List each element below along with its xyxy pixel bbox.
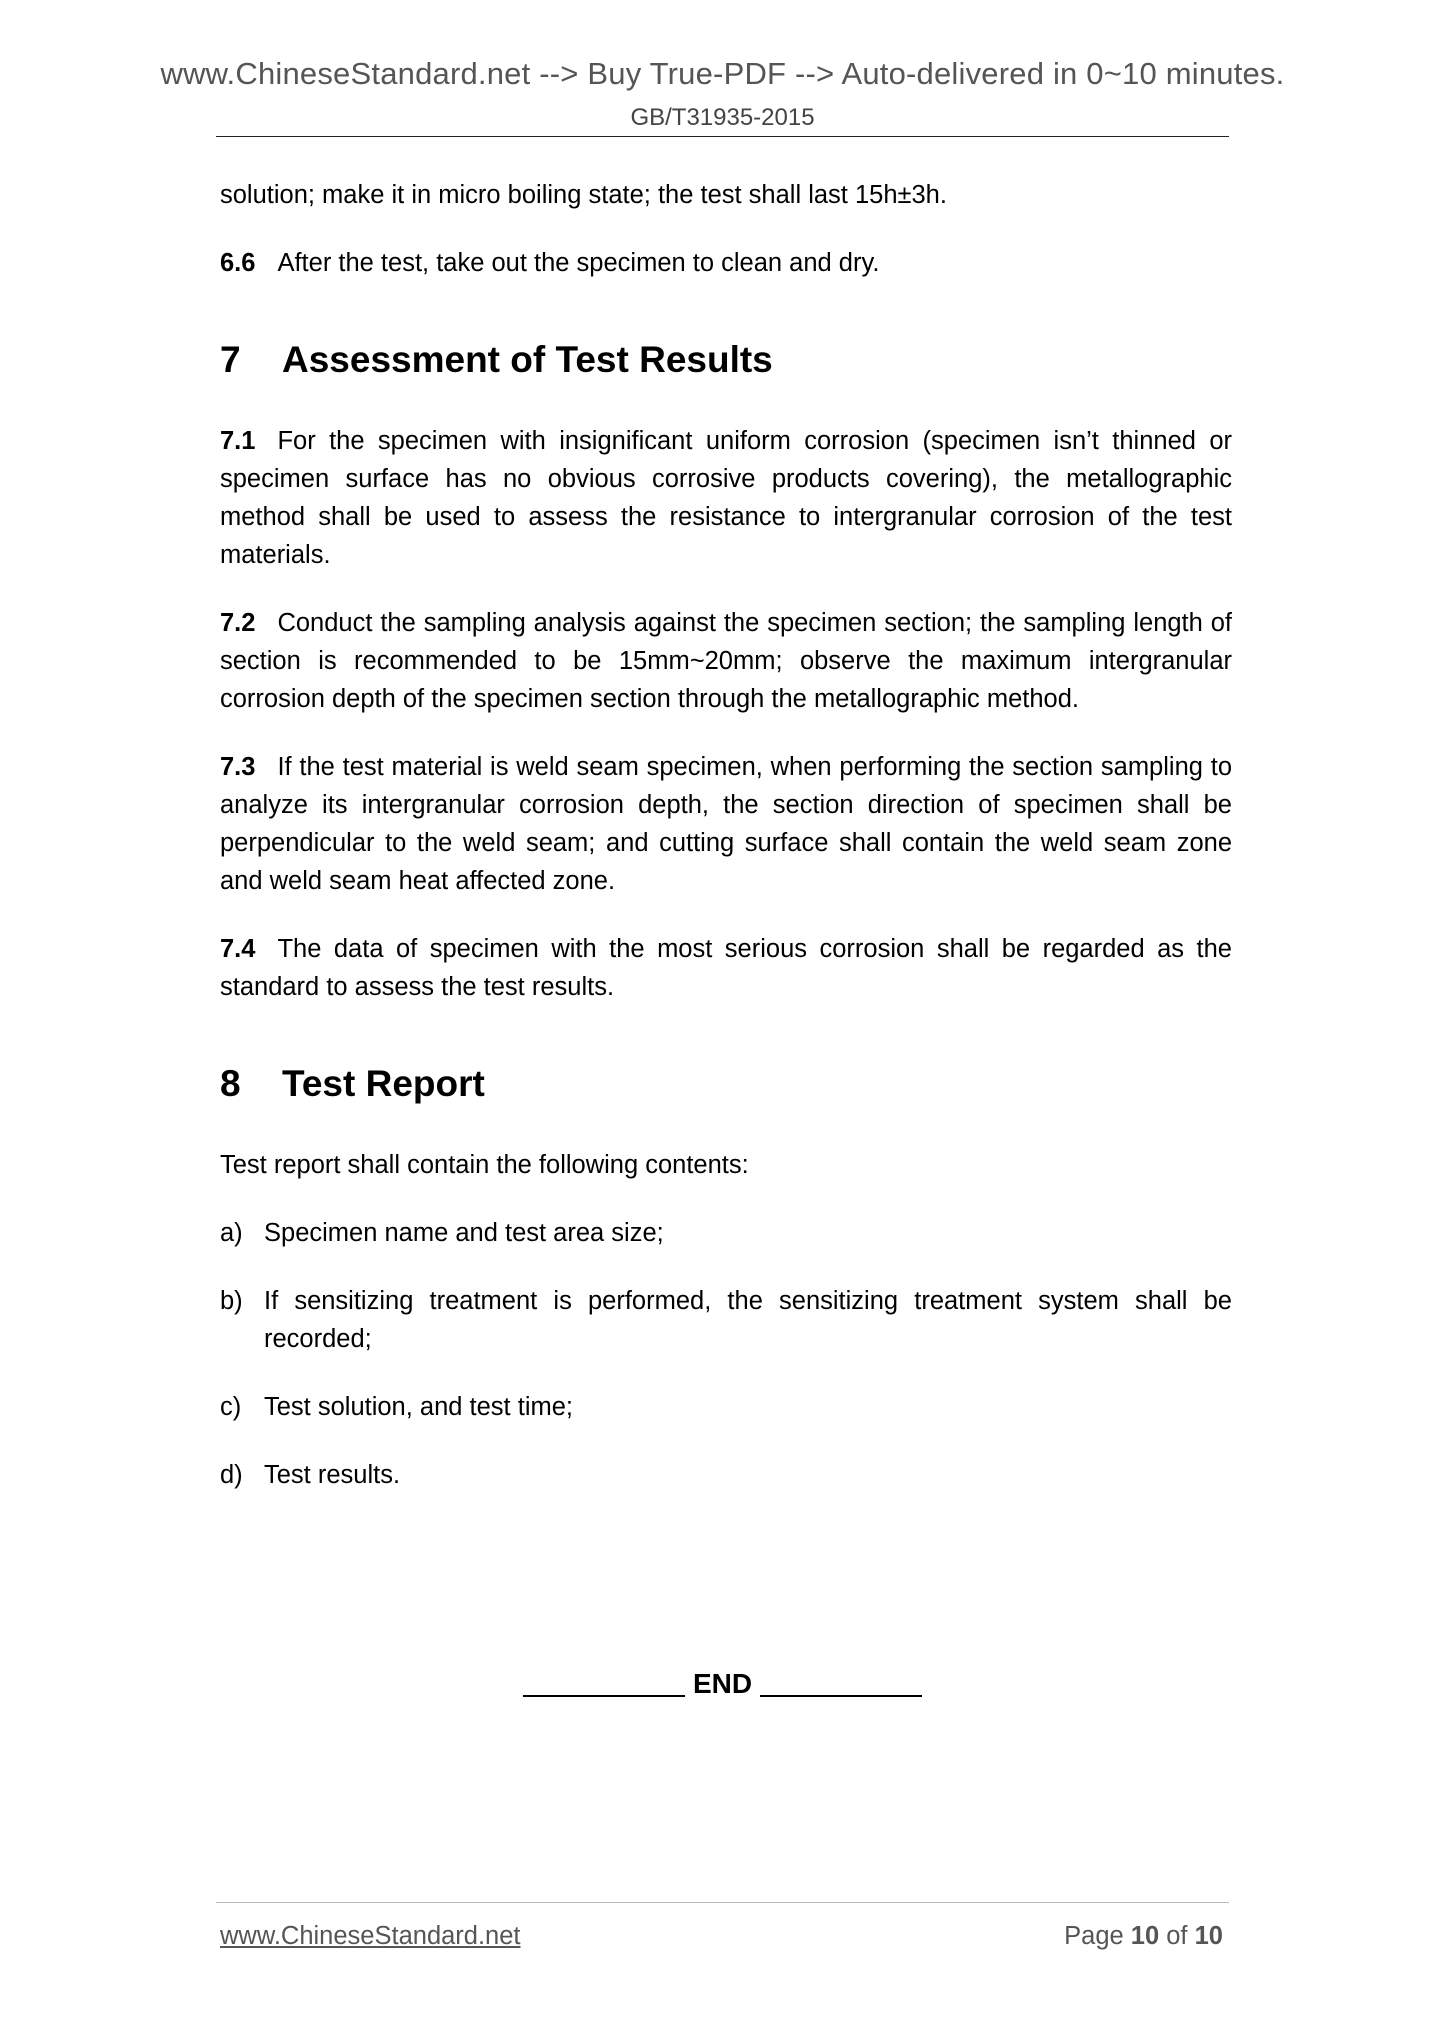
clause-7-1 <box>220 422 1232 574</box>
footer-divider <box>216 1902 1229 1903</box>
clause-text: For the specimen with insignificant uniform corrosion (specimen isn’t thinned or specimen surface has no obvious corrosive products covering), the metallographic method shall be used to assess the resistance to intergranular corrosion of the test materials. <box>220 427 1232 569</box>
page-number <box>1064 1922 1223 1951</box>
clause-text: The data of specimen with the most serious corrosion shall be regarded as the standard to assess the test results. <box>220 935 1232 1001</box>
clause-number: 7.1 <box>220 427 256 455</box>
list-marker: a) <box>220 1219 243 1247</box>
end-marker <box>0 1668 1445 1700</box>
page-prefix: Page <box>1064 1922 1124 1950</box>
list-text: If sensitizing treatment is performed, the sensitizing treatment system shall be recorded; <box>264 1287 1232 1353</box>
clause-6-6 <box>220 244 1232 282</box>
section-title: Test Report <box>282 1063 485 1104</box>
end-label: END <box>692 1668 753 1699</box>
list-text: Specimen name and test area size; <box>264 1219 664 1247</box>
section-8-heading <box>220 1062 1232 1106</box>
clause-number: 7.2 <box>220 609 256 637</box>
list-item <box>220 1214 1232 1252</box>
clause-text: Conduct the sampling analysis against the specimen section; the sampling length of section is recommended to be 15mm~20mm; observe the maximum intergranular corrosion depth of the specimen section through the metallographic method. <box>220 609 1232 713</box>
section-7-heading <box>220 338 1232 382</box>
page-current: 10 <box>1130 1922 1160 1950</box>
list-text: Test solution, and test time; <box>264 1393 573 1421</box>
standard-code: GB/T31935-2015 <box>630 104 815 131</box>
clause-7-3 <box>220 748 1232 900</box>
section-title: Assessment of Test Results <box>282 339 773 380</box>
list-text: Test results. <box>264 1461 401 1489</box>
list-item <box>220 1456 1232 1494</box>
page-of: of <box>1166 1922 1188 1950</box>
section-number: 8 <box>220 1063 241 1104</box>
list-item <box>220 1388 1232 1426</box>
page-total: 10 <box>1194 1922 1223 1950</box>
header-divider <box>216 136 1229 137</box>
list-marker: d) <box>220 1461 243 1489</box>
report-intro: Test report shall contain the following contents: <box>220 1151 749 1179</box>
list-marker: c) <box>220 1393 242 1421</box>
clause-text: After the test, take out the specimen to clean and dry. <box>277 249 880 277</box>
clause-7-4 <box>220 930 1232 1006</box>
clause-number: 6.6 <box>220 249 256 277</box>
end-rule-left <box>523 1695 685 1697</box>
clause-7-2 <box>220 604 1232 718</box>
clause-text: If the test material is weld seam specimen, when performing the section sampling to analyze its intergranular corrosion depth, the section direction of specimen shall be perpendicular to the weld seam; and cutting surface shall contain the weld seam zone and weld seam heat affected zone. <box>220 753 1232 895</box>
clause-number: 7.3 <box>220 753 256 781</box>
end-rule-right <box>760 1695 922 1697</box>
clause-number: 7.4 <box>220 935 256 963</box>
footer-site-link[interactable]: www.ChineseStandard.net <box>220 1922 521 1950</box>
continuation-paragraph: solution; make it in micro boiling state; the test shall last 15h±3h. <box>220 181 947 209</box>
site-banner: www.ChineseStandard.net --> Buy True-PDF --> Auto-delivered in 0~10 minutes. <box>160 56 1285 91</box>
document-body <box>220 176 1232 1524</box>
list-item <box>220 1282 1232 1358</box>
list-marker: b) <box>220 1287 243 1315</box>
section-number: 7 <box>220 339 241 380</box>
